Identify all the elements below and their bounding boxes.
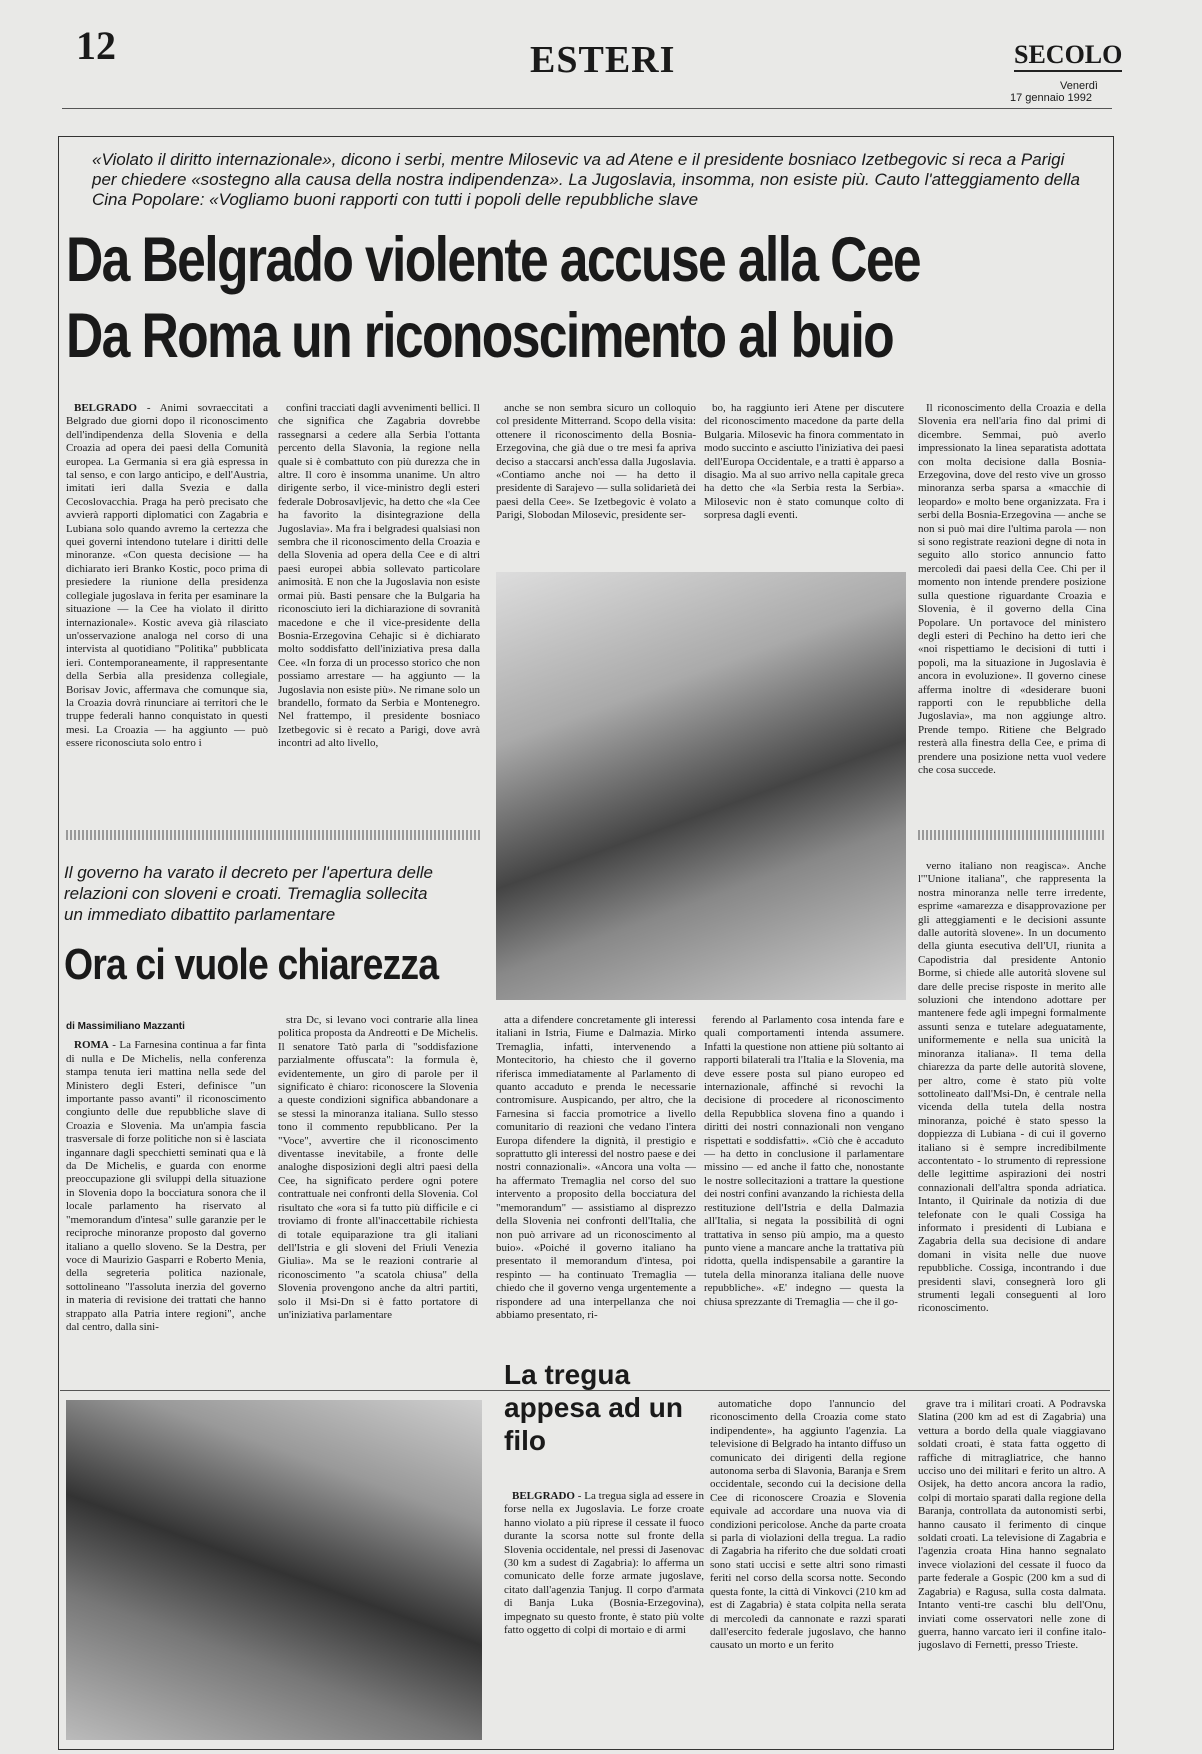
third-headline: La tregua appesa ad un filo [504, 1359, 683, 1456]
second-column-2 [278, 1014, 478, 1376]
page-number: 12 [76, 23, 116, 68]
third-column-1-text: - La tregua sigla ad essere in forse nella ex Jugoslavia. Le forze croate hanno violato a più riprese il cessate il fuoco durante la scorsa notte sul fronte della Slovenia occidentale, nel pressi di Jasenovac (30 km a sudest di Zagabria): lo afferma un comunicato delle forze armate jugoslave, citato dall'agenzia Tanjug. Il corpo d'armata di Banja Luka (Bosnia-Erzegovina), impegnato su questo fronte, è stato più volte fatto oggetto di colpi di mortaio e di armi [504, 1490, 704, 1637]
newspaper-name: SECOLO [1014, 40, 1122, 72]
lead-column-2-text: confini tracciati dagli avvenimenti bellici. Il che significa che Zagabria dovrebbe rassegnarsi a cedere alla Serbia l'ottanta percento della Slavonia, la regione nella quale si è combattuto con più durezza che in altre. Il coro è insomma unanime. Un altro dirigente serbo, il vice-ministro degli esteri federale Dobrosavljevic, ha detto che «la Cee ha favorito la disintegrazione della Jugoslavia». Ma fra i belgradesi qualsiasi non sembra che il riconoscimento della Croazia e della Slovenia ad opera della Cee e di altri paesi europei abbia sollevato particolare animosità. E non che la Jugoslavia non esiste ormai più. Basti pensare che la Bulgaria ha riconosciuto ieri la dichiarazione di sovranità macedone e che il vice-presidente della Bosnia-Erzegovina Cehajic si è dichiarato molto soddisfatto dell'iniziativa presa dalla Cee. «In forza di un processo storico che non possiamo arrestare — ha aggiunto — la Jugoslavia non esiste più». Ne rimane solo un brandello, formato da Serbia e Montenegro. Nel frattempo, il presidente bosniaco Izetbegovic si è recato a Parigi, dove avrà incontri ad alto livello, [278, 402, 480, 750]
second-column-4 [704, 1014, 904, 1376]
header-rule [62, 108, 1112, 109]
second-column-1-text: - La Farnesina continua a far finta di nulla e De Michelis, nella conferenza stampa tenuta ieri mattina nella sede del Ministero degli Esteri, definisce "un importante passo avanti" il riconoscimento congiunto delle due repubbliche slave di Croazia e Slovenia. Ma un'ampia fascia trasversale di forze politiche non si è lasciata ingannare dagli specchietti seminati qua e là da De Michelis, e guarda con enorme preoccupazione gli sviluppi della situazione in Slovenia dopo la bocciatura sonora che il locale parlamento ha riservato al "memorandum d'intesa" sulle garanzie per le reciproche minoranze proposto dal governo italiano a quello sloveno. Se la Destra, per voce di Maurizio Gasparri e Roberto Menia, della segreteria politica nazionale, sottolineano "l'assoluta inerzia del governo in materia di revisione dei trattati che hanno strappato alla Patria intere regioni", anche dal centro, dalla sini- [66, 1039, 266, 1333]
lead-column-1 [66, 402, 268, 820]
lead-column-3-text: anche se non sembra sicuro un colloquio col presidente Mitterrand. Scopo della visita: ottenere il riconoscimento della Bosnia-Erzegovina, che già due o tre mesi fa apriva deciso a staccarsi anch'essa dalla Jugoslavia. «Contiamo anche noi — ha detto il presidente di Sarajevo — sulla solidarietà dei paesi della Cee». Se Izetbegovic è volato a Parigi, Slobodan Milosevic, presidente ser- [496, 402, 696, 522]
bottom-photo [66, 1400, 482, 1740]
separator-left [66, 830, 482, 840]
third-column-2 [710, 1398, 906, 1740]
second-column-5 [918, 860, 1106, 1376]
lead-headline-2: Da Roma un riconoscimento al buio [66, 301, 894, 371]
lead-dateline: BELGRADO [74, 402, 137, 414]
separator-right [918, 830, 1106, 840]
second-column-3-text: atta a difendere concretamente gli interessi italiani in Istria, Fiume e Dalmazia. Mirko Tremaglia, infatti, intervenendo a Montecitorio, ha chiesto che il governo riferisca immediatamente al Parlamento di quanto accaduto e prenda le necessarie contromisure. Auspicando, per altro, che la Farnesina si faccia promotrice a livello comunitario di reazioni che vedano l'intera Europa difendere la dignità, il prestigio e soprattutto gli interessi del nostro paese e dei nostri connazionali». «Ancora una volta — ha affermato Tremaglia nel corso del suo intervento a proposito della bocciatura del "memorandum" — assistiamo al disprezzo della Slovenia nei confronti dell'Italia, che non può arrivare ad un riconoscimento al buio». «Poiché il governo italiano ha presentato il memorandum d'intesa, poi respinto — ha continuato Tremaglia — chiedo che il governo venga urgentemente a rispondere ad una interpellanza che noi abbiamo presentato, ri- [496, 1014, 696, 1321]
second-column-1 [66, 1020, 266, 1376]
lead-column-4 [704, 402, 904, 564]
lead-column-1-text: - Animi sovraeccitati a Belgrado due giorni dopo il riconoscimento dell'indipendenza della Slovenia e della Croazia ad opera dei paesi della Comunità europea. La Germania si era già espressa in tal senso, e con largo anticipo, e dell'Austria, imitati ieri dalla Svezia e dalla Cecoslovacchia. Praga ha però precisato che avvierà rapporti diplomatici con Zagabria e Lubiana solo quando avremo la certezza che quei governi intendono tutelare i diritti delle minoranze. «Con questa decisione — ha dichiarato ieri Branko Kostic, poco prima di presiedere la riunione della presidenza collegiale jugoslava in ferita per esaminare la situazione — la Cee ha violato il diritto internazionale». Kostic aveva già rilasciato un'osservazione analoga nel corso di una intervista al quotidiano "Politika" pubblicata ieri. Contemporaneamente, il rappresentante della Serbia alla presidenza collegiale, Borisav Jovic, affermava che comunque sia, la Croazia dovrà rinunciare ai territori che le truppe federali hanno conquistato in questi mesi. La Croazia — ha aggiunto — può essere riconosciuta solo entro i [66, 402, 268, 750]
lead-column-4-text: bo, ha raggiunto ieri Atene per discutere del riconoscimento macedone da parte della Bulgaria. Milosevic ha finora commentato in modo succinto e asciutto l'iniziativa dei paesi dell'Europa Occidentale, e a tratti è apparso a disagio. Ma al suo arrivo nella capitale greca ha detto che «la Serbia resta la Serbia». Milosevic non è stato comunque colto di sorpresa dagli eventi. [704, 402, 904, 522]
second-column-4-text: ferendo al Parlamento cosa intenda fare e quali comportamenti intenda assumere. Infatti la questione non attiene più soltanto ai rapporti bilaterali tra l'Italia e la Slovenia, ma deve essere posta sul piano europeo ed internazionale, affinché si revochi la decisione di procedere al riconoscimento della Repubblica slovena fino a quando i diritti dei nostri connazionali non vengano rispettati e soddisfatti». «Ciò che è accaduto — ha detto in conclusione il parlamentare missino — ed anche il fatto che, nonostante le nostre sollecitazioni a trattare la questione dei nostri confini avanzando la richiesta della restituzione dell'Istria e della Dalmazia all'Italia, si negata la possibilità di ogni trattativa in senso più ampio, ma a questo punto viene a mancare anche la trattativa più ridotta, quella indispensabile a garantire la tutela della minoranza italiana delle nuove repubbliche». «E' indegno — questa la chiusa sprezzante di Tremaglia — che il go- [704, 1014, 904, 1308]
second-headline: Ora ci vuole chiarezza [64, 940, 439, 989]
second-column-3 [496, 1014, 696, 1376]
second-column-2-text: stra Dc, si levano voci contrarie alla linea politica proposta da Andreotti e De Michelis. Il senatore Tatò parla di "soddisfazione parzialmente offuscata": la formula è, evidentemente, un giro di parole per il significato è chiaro: riconoscere la Slovenia a queste condizioni significa abbandonare a se stessi la minoranza italiana. Sullo stesso tono il commento repubblicano. Per la "Voce", avvertire che il riconoscimento diventasse inevitabile, a fronte delle analoghe disposizioni degli altri paesi della Cee, ha significato perdere ogni potere contrattuale nei confronti della Slovenia. Col risultato che «ora si fa tutto più difficile e ci troviamo di fronte all'inaccettabile richiesta di totale equiparazione tra gli italiani dell'Istria e gli sloveni del Friuli Venezia Giulia». Ma se le reazioni contrarie al riconoscimento "a scatola chiusa" della Slovenia provengono anche da altri partiti, solo il Msi-Dn si è fatto portatore di un'iniziativa parlamentare [278, 1014, 478, 1321]
third-dateline: BELGRADO [512, 1490, 575, 1502]
second-kicker: Il governo ha varato il decreto per l'apertura delle relazioni con sloveni e croati. Tremaglia sollecita un immediato dibattito parlamentare [64, 863, 433, 924]
second-byline: di Massimiliano Mazzanti [66, 1021, 185, 1032]
issue-date: 17 gennaio 1992 [1010, 92, 1092, 104]
third-column-2-text: automatiche dopo l'annuncio del riconoscimento della Croazia come stato indipendente», ha aggiunto l'agenzia. La televisione di Belgrado ha intanto diffuso un comunicato dei dirigenti della regione autonoma serba di Slavonia, Baranja e Srem occidentale, secondo cui la decisione della Cee di riconoscere Croazia e Slovenia equivale ad accordare una nuova via di condizioni pericolose. Anche da parte croata si parla di violazioni della tregua. La radio di Zagabria ha riferito che due soldati croati sono stati uccisi e sette altri sono rimasti feriti nel corso della scorsa notte. Secondo questa fonte, la città di Vinkovci (210 km ad est di Zagabria) è stata colpita nella serata di mercoledì da cannonate e razzi sparati dall'esercito federale jugoslavo, che hanno causato un morto e un ferito [710, 1398, 906, 1652]
third-column-1 [504, 1490, 704, 1740]
lead-headline-1: Da Belgrado violente accuse alla Cee [66, 225, 921, 295]
third-column-3-text: grave tra i militari croati. A Podravska Slatina (200 km ad est di Zagabria) una vettura a bordo della quale viaggiavano soldati croati, è stata fatta oggetto di raffiche di mitragliatrice, che hanno ucciso uno dei militari e ferito un altro. A Osijek, ha detto ancora ancora la radio, colpi di mortaio sparati dalla regione della Baranja, controllata da autonomisti serbi, hanno causato il ferimento di cinque soldati croati. La televisione di Zagabria e l'agenzia croata Hina hanno segnalato invece violazioni del cessate il fuoco da parte federale a Gospic (200 km a sud di Zagabria) e Ragusa, sulla costa dalmata. Intanto venti-tre caschi blu dell'Onu, inviati come osservatori nelle zone di guerra, hanno varcato ieri il confine italo-jugoslavo di Fernetti, presso Trieste. [918, 1398, 1106, 1652]
section-title: ESTERI [530, 39, 676, 81]
third-column-3 [918, 1398, 1106, 1740]
issue-weekday: Venerdì [1060, 80, 1098, 92]
second-dateline: ROMA [74, 1039, 109, 1052]
lead-column-3 [496, 402, 696, 564]
lead-photo [496, 572, 906, 1000]
lead-column-5 [918, 402, 1106, 822]
lead-kicker: «Violato il diritto internazionale», dicono i serbi, mentre Milosevic va ad Atene e il presidente bosniaco Izetbegovic si reca a Parigi per chiedere «sostegno alla causa della nostra indipendenza». La Jugoslavia, insomma, non esiste più. Cauto l'atteggiamento della Cina Popolare: «Vogliamo buoni rapporti con tutti i popoli delle repubbliche slave [92, 150, 1080, 209]
lead-column-5-text: Il riconoscimento della Croazia e della Slovenia era nell'aria fino dal primi di dicembre. Semmai, può averlo impressionato la linea separatista adottata con molta decisione dalla Bosnia-Erzegovina, dove del resto vive un grosso minoranza serba sparsa a «macchie di leopardo» e molto bene organizzata. Fra i serbi della Bosnia-Erzegovina — anche se non si può mai dire l'ultima parola — non si sono registrate reazioni degne di nota in seguito allo storico annuncio fatto mercoledì dai paesi della Cee. Chi per il momento non intende prendere posizione sulla questione riguardante Croazia e Slovenia, è il governo della Cina Popolare. Un portavoce del ministero degli esteri di Pechino ha detto ieri che «noi rispettiamo le decisioni di tutti i popoli, ma la situazione in Jugoslavia è ancora in evoluzione». Il governo cinese afferma inoltre di «desiderare buoni rapporti con le repubbliche della Jugoslavia», ma non aggiunge altro. Prende tempo. Ritiene che Belgrado resterà alla finestra della Cee, e prima di prendere una posizione netta vuol vedere che cosa succede. [918, 402, 1106, 776]
second-column-5-text: verno italiano non reagisca». Anche l'"Unione italiana", che rappresenta la nostra minoranza nelle terre irredente, esprime «amarezza e disapprovazione per gli atteggiamenti e le decisioni assunte dalle autorità slovene». In un documento della giunta esecutiva dell'UI, riunita a Capodistria dal presidente Antonio Borme, si chiede alle autorità slovene sul dare delle precise risposte in merito alle soluzioni che intendono adottare per mantenere fede agli impegni formalmente assunti senza e tutelare adeguatamente, uniformemente e nella sua unicità la minoranza italiana». Il tema della chiarezza da parte delle autorità slovene, per altro, come è stato più volte sottolineato dall'Msi-Dn, è centrale nella vicenda della tutela della nostra minoranza, poiché è stato spesso la doppiezza di Lubiana - di cui il governo italiano si è sempre incredibilmente accontentato - lo strumento di repressione delle legittime aspirazioni dei nostri connazionali dell'altra sponda adriatica. Intanto, il Quirinale da notizia di due telefonate con le quali Cossiga ha informato i presidenti di Lubiana e Zagabria della sua decisione di andare domani in visita nelle due nuove repubbliche. Cossiga, incontrando i due presidenti slavi, consegnerà loro gli strumenti legali conseguenti al loro riconoscimento. [918, 860, 1106, 1315]
lead-column-2 [278, 402, 480, 820]
